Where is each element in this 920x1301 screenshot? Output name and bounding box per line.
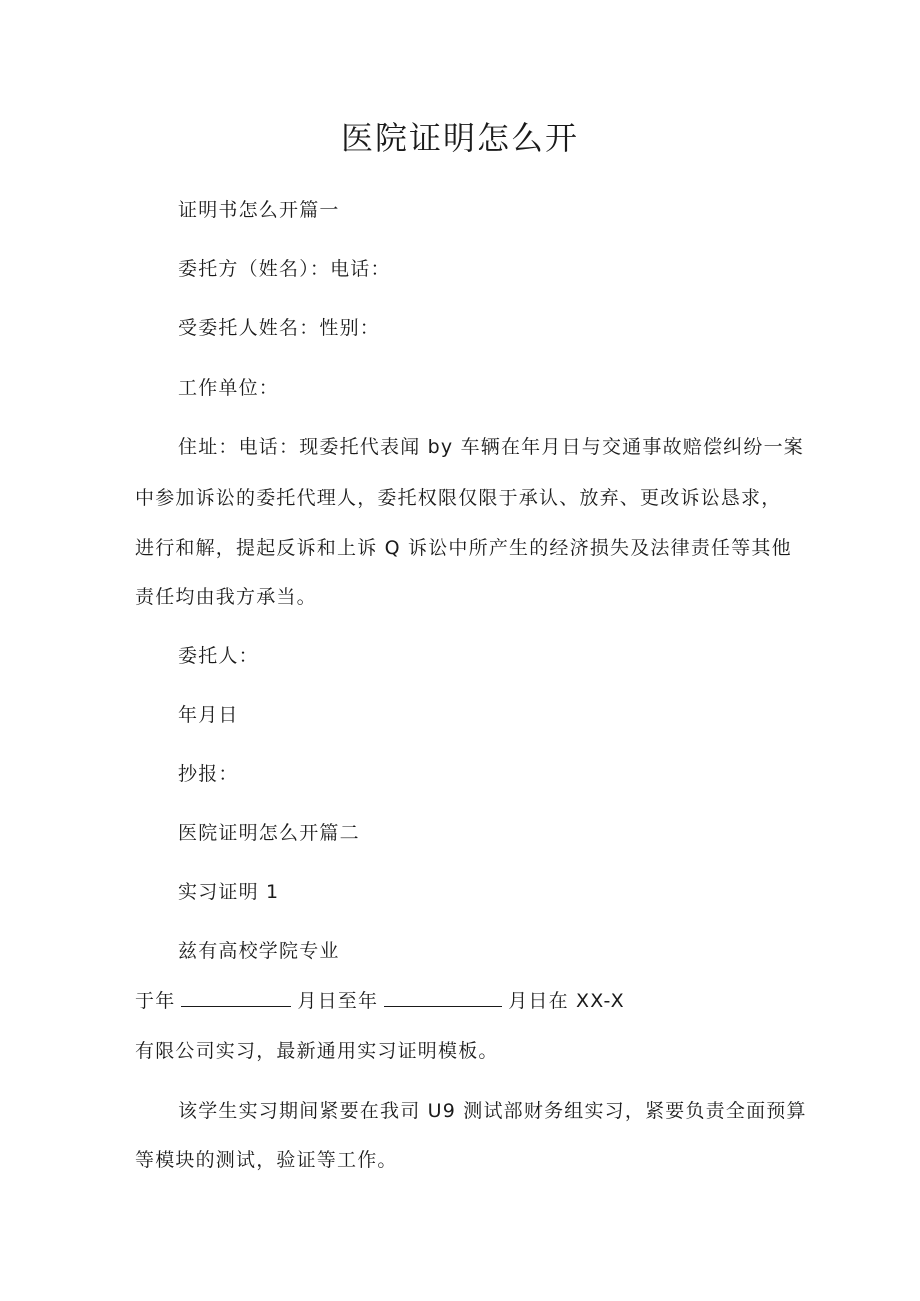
date-text-part2: 月日至年 [297, 990, 379, 1012]
section-heading-1: 证明书怎么开篇一 [178, 199, 340, 221]
principal-line: 委托人： [178, 645, 259, 667]
student-info-line: 兹有高校学院专业 [178, 940, 340, 962]
agent-name-gender-line: 受委托人姓名：性别： [178, 317, 381, 339]
cc-line: 抄报： [178, 763, 239, 785]
internship-cert-heading: 实习证明 1 [178, 881, 280, 903]
date-text-part3: 月日在 XX-X [508, 990, 625, 1012]
section-heading-2: 医院证明怎么开篇二 [178, 822, 360, 844]
company-line: 有限公司实习，最新通用实习证明模板。 [135, 1040, 499, 1062]
paragraph-line: 住址：电话：现委托代表闻 by 车辆在年月日与交通事故赔偿纠纷一案 [178, 436, 804, 458]
paragraph-line: 该学生实习期间紧要在我司 U9 测试部财务组实习，紧要负责全面预算 [178, 1100, 807, 1122]
paragraph-line: 等模块的测试，验证等工作。 [135, 1149, 398, 1171]
paragraph-line: 中参加诉讼的委托代理人，委托权限仅限于承认、放弃、更改诉讼恳求， [135, 487, 782, 509]
date-line: 年月日 [178, 704, 239, 726]
client-name-phone-line: 委托方（姓名）：电话： [178, 258, 391, 280]
document-title: 医院证明怎么开 [340, 119, 579, 157]
work-unit-line: 工作单位： [178, 377, 280, 399]
end-date-blank [384, 986, 502, 1007]
internship-date-line [135, 986, 625, 1015]
start-date-blank [181, 986, 291, 1007]
paragraph-line: 责任均由我方承当。 [135, 586, 317, 608]
date-text-part1: 于年 [135, 990, 176, 1012]
paragraph-line: 进行和解，提起反诉和上诉 Q 诉讼中所产生的经济损失及法律责任等其他 [135, 537, 792, 559]
